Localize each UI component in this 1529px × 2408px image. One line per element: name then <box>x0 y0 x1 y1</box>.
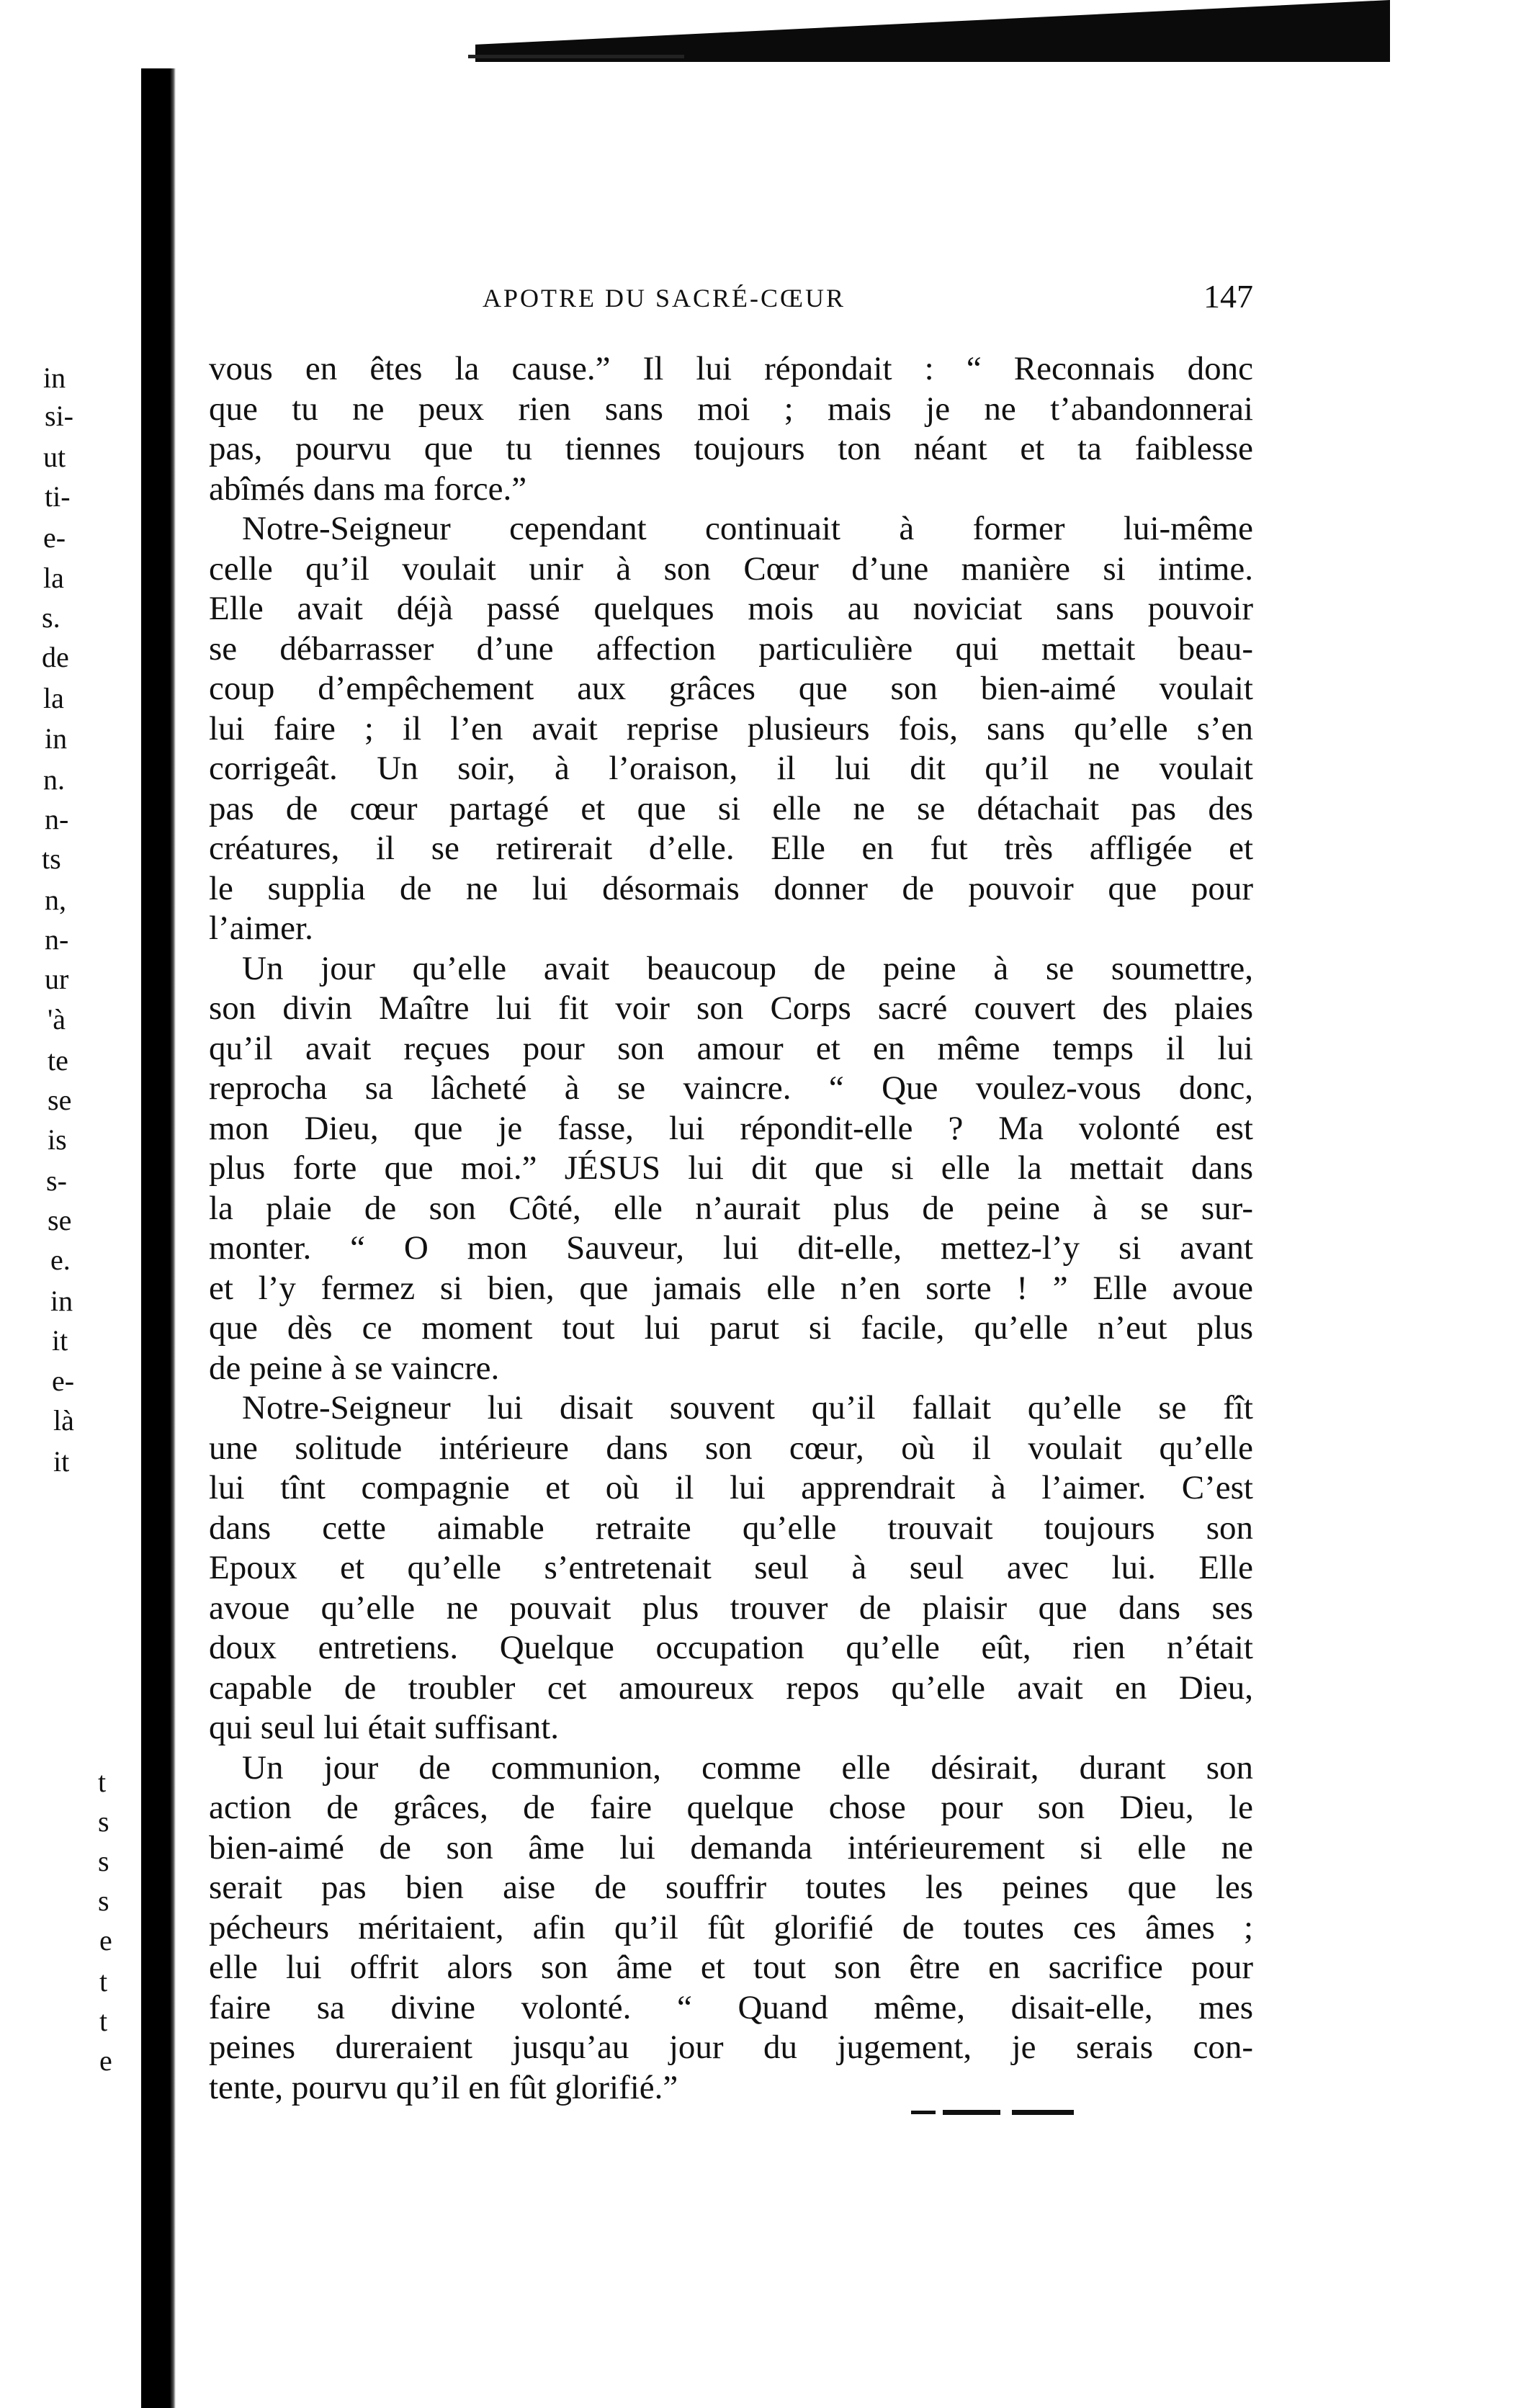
margin-fragment: de <box>42 641 69 673</box>
margin-fragment: si- <box>45 400 73 432</box>
margin-fragment: se <box>48 1204 72 1236</box>
margin-fragment: it <box>53 1445 70 1478</box>
text-line: capable de troubler cet amoureux repos qu’elle avait en Dieu, <box>209 1668 1253 1707</box>
text-line: tente, pourvu qu’il en fût glorifié.” <box>209 2068 678 2106</box>
paragraph-first-line: Un jour qu’elle avait beaucoup de peine à se soumettre, <box>242 949 1253 987</box>
text-line: pas, pourvu que tu tiennes toujours ton néant et ta faiblesse <box>209 430 1253 467</box>
margin-fragment: e- <box>52 1365 75 1397</box>
text-line: abîmés dans ma force.” <box>209 470 527 508</box>
text-line: celle qu’il voulait unir à son Cœur d’une manière si intime. <box>209 549 1253 588</box>
margin-fragment: e- <box>43 521 66 554</box>
margin-fragment: se <box>48 1084 72 1116</box>
text-line: lui faire ; il l’en avait reprise plusieurs fois, sans qu’elle s’en <box>209 709 1253 747</box>
scan-shadow-line <box>468 55 684 58</box>
text-line: peines dureraient jusqu’au jour du jugement, je serais con- <box>209 2029 1253 2066</box>
text-line: son divin Maître lui fit voir son Corps sacré couvert des plaies <box>209 989 1253 1027</box>
margin-fragment: ut <box>43 441 66 473</box>
text-line: se débarrasser d’une affection particulière qui mettait beau- <box>209 629 1253 668</box>
margin-fragment: is <box>48 1123 67 1156</box>
margin-fragment: s- <box>46 1164 67 1197</box>
text-line: une solitude intérieure dans son cœur, où il voulait qu’elle <box>209 1429 1253 1467</box>
text-line: le supplia de ne lui désormais donner de pouvoir que pour <box>209 869 1253 907</box>
text-line: la plaie de son Côté, elle n’aurait plus de peine à se sur- <box>209 1189 1253 1227</box>
margin-fragment: e. <box>50 1244 71 1276</box>
margin-fragment: e <box>99 2044 112 2077</box>
scan-shadow-top <box>475 0 1390 62</box>
margin-fragment: t <box>99 1965 108 1998</box>
margin-fragment: la <box>43 682 64 714</box>
text-line: Elle avait déjà passé quelques mois au noviciat sans pouvoir <box>209 590 1253 627</box>
book-gutter-shadow <box>141 68 173 2408</box>
text-line: avoue qu’elle ne pouvait plus trouver de plaisir que dans ses <box>209 1589 1253 1627</box>
paragraph-first-line: Un jour de communion, comme elle désirait, durant son <box>242 1748 1253 1787</box>
text-line: monter. “ O mon Sauveur, lui dit-elle, mettez-l’y si avant <box>209 1229 1253 1267</box>
text-line: serait pas bien aise de souffrir toutes les peines que les <box>209 1869 1253 1906</box>
text-line: action de grâces, de faire quelque chose pour son Dieu, le <box>209 1789 1253 1826</box>
margin-fragment: s. <box>42 601 60 634</box>
text-line: doux entretiens. Quelque occupation qu’elle eût, rien n’était <box>209 1629 1253 1666</box>
margin-fragment: s <box>98 1845 109 1877</box>
running-head <box>209 277 1253 320</box>
text-line: pécheurs méritaient, afin qu’il fût glorifié de toutes ces âmes ; <box>209 1908 1253 1946</box>
facing-page-margin <box>0 0 141 2408</box>
text-line: Epoux et qu’elle s’entretenait seul à seul avec lui. Elle <box>209 1549 1253 1586</box>
text-line: et l’y fermez si bien, que jamais elle n’en sorte ! ” Elle avoue <box>209 1269 1253 1307</box>
margin-fragment: ts <box>42 843 61 875</box>
text-line: lui tînt compagnie et où il lui apprendrait à l’aimer. C’est <box>209 1469 1253 1506</box>
text-line: dans cette aimable retraite qu’elle trouvait toujours son <box>209 1509 1253 1547</box>
margin-fragment: ur <box>45 963 69 995</box>
margin-fragment: in <box>50 1285 73 1317</box>
text-line: que dès ce moment tout lui parut si facile, qu’elle n’eut plus <box>209 1309 1253 1347</box>
text-line: vous en êtes la cause.” Il lui répondait : “ Reconnais donc <box>209 350 1253 387</box>
chapter-end-ornament <box>911 2106 1077 2118</box>
text-line: l’aimer. <box>209 909 313 947</box>
margin-fragment: s <box>98 1805 109 1838</box>
margin-fragment: te <box>48 1044 68 1077</box>
text-line: mon Dieu, que je fasse, lui répondit-elle ? Ma volonté est <box>209 1109 1253 1147</box>
text-line: créatures, il se retirerait d’elle. Elle en fut très affligée et <box>209 830 1253 867</box>
text-line: qu’il avait reçues pour son amour et en même temps il lui <box>209 1029 1253 1067</box>
text-line: pas de cœur partagé et que si elle ne se détachait pas des <box>209 789 1253 827</box>
book-gutter-edge <box>170 68 176 2408</box>
text-line: elle lui offrit alors son âme et tout son être en sacrifice pour <box>209 1949 1253 1986</box>
text-line: que tu ne peux rien sans moi ; mais je ne t’abandonnerai <box>209 390 1253 428</box>
page-number: 147 <box>1203 278 1253 315</box>
margin-fragment: in <box>45 722 68 755</box>
text-line: faire sa divine volonté. “ Quand même, disait-elle, mes <box>209 1988 1253 2026</box>
margin-fragment: là <box>53 1404 74 1437</box>
body-text <box>209 349 1253 2108</box>
text-line: de peine à se vaincre. <box>209 1349 500 1387</box>
text-line: corrigeât. Un soir, à l’oraison, il lui dit qu’il ne voulait <box>209 750 1253 787</box>
text-line: bien-aimé de son âme lui demanda intérieurement si elle ne <box>209 1828 1253 1866</box>
margin-fragment: 'à <box>48 1003 66 1035</box>
paragraph-first-line: Notre-Seigneur lui disait souvent qu’il fallait qu’elle se fît <box>242 1389 1253 1427</box>
margin-fragment: n. <box>43 763 65 796</box>
margin-fragment: ti- <box>45 480 71 513</box>
margin-fragment: la <box>43 562 64 594</box>
paragraph-first-line: Notre-Seigneur cependant continuait à former lui-même <box>242 510 1253 547</box>
margin-fragment: n- <box>45 923 69 956</box>
margin-fragment: n, <box>45 884 66 916</box>
margin-fragment: t <box>99 2005 108 2037</box>
margin-fragment: n- <box>45 803 69 835</box>
text-line: qui seul lui était suffisant. <box>209 1709 560 1746</box>
text-line: coup d’empêchement aux grâces que son bien-aimé voulait <box>209 670 1253 707</box>
margin-fragment: s <box>98 1884 109 1917</box>
margin-fragment: t <box>98 1766 107 1798</box>
margin-fragment: it <box>52 1324 68 1357</box>
text-line: plus forte que moi.” JÉSUS lui dit que si elle la mettait dans <box>209 1149 1253 1187</box>
margin-fragment: e <box>99 1924 112 1956</box>
text-line: reprocha sa lâcheté à se vaincre. “ Que voulez-vous donc, <box>209 1069 1253 1107</box>
margin-fragment: in <box>43 361 66 394</box>
running-title: APOTRE DU SACRÉ-CŒUR <box>483 284 846 313</box>
